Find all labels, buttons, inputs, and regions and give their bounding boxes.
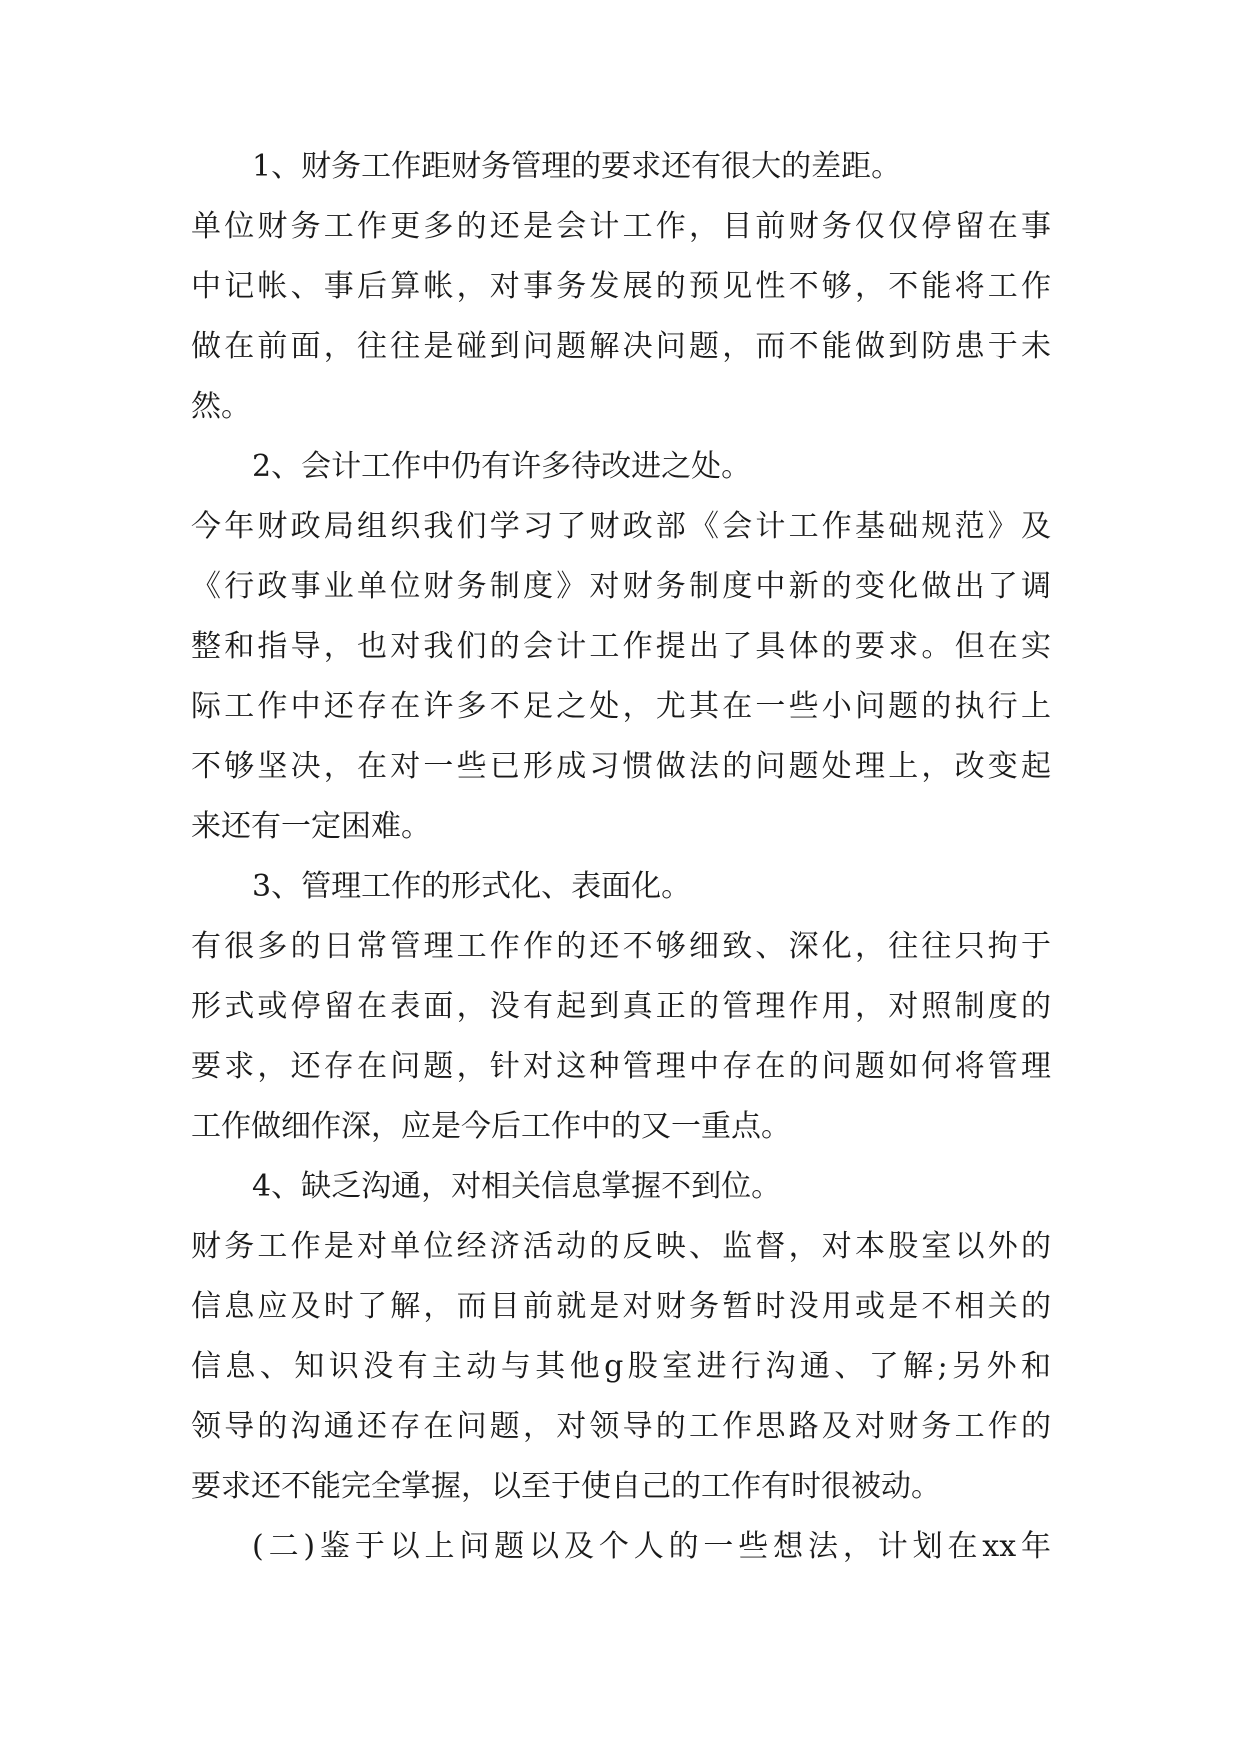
heading-1: 1、财务工作距财务管理的要求还有很大的差距。 <box>252 149 902 184</box>
text-line: 领导的沟通还存在问题，对领导的工作思路及对财务工作的 <box>191 1409 1051 1444</box>
text-line: 工作做细作深，应是今后工作中的又一重点。 <box>191 1109 791 1144</box>
text-line: 然。 <box>191 389 251 424</box>
heading-2: 2、会计工作中仍有许多待改进之处。 <box>252 449 752 484</box>
text-line: 今年财政局组织我们学习了财政部《会计工作基础规范》及 <box>191 509 1051 544</box>
text-line: 际工作中还存在许多不足之处，尤其在一些小问题的执行上 <box>191 689 1051 724</box>
section-heading-2: (二)鉴于以上问题以及个人的一些想法，计划在xx年 <box>252 1529 1051 1564</box>
text-line: 单位财务工作更多的还是会计工作，目前财务仅仅停留在事 <box>191 209 1051 244</box>
text-line: 信息、知识没有主动与其他g股室进行沟通、了解;另外和 <box>191 1349 1051 1384</box>
text-line: 有很多的日常管理工作作的还不够细致、深化，往往只拘于 <box>191 929 1051 964</box>
text-line: 做在前面，往往是碰到问题解决问题，而不能做到防患于未 <box>191 329 1051 364</box>
text-line: 来还有一定困难。 <box>191 809 431 844</box>
text-line: 形式或停留在表面，没有起到真正的管理作用，对照制度的 <box>191 989 1051 1024</box>
heading-3: 3、管理工作的形式化、表面化。 <box>252 869 692 904</box>
text-line: 《行政事业单位财务制度》对财务制度中新的变化做出了调 <box>191 569 1051 604</box>
text-line: 要求还不能完全掌握，以至于使自己的工作有时很被动。 <box>191 1469 941 1504</box>
text-line: 整和指导，也对我们的会计工作提出了具体的要求。但在实 <box>191 629 1051 664</box>
heading-4: 4、缺乏沟通，对相关信息掌握不到位。 <box>252 1169 782 1204</box>
text-line: 信息应及时了解，而目前就是对财务暂时没用或是不相关的 <box>191 1289 1051 1324</box>
text-line: 中记帐、事后算帐，对事务发展的预见性不够，不能将工作 <box>191 269 1051 304</box>
text-line: 不够坚决，在对一些已形成习惯做法的问题处理上，改变起 <box>191 749 1051 784</box>
text-line: 财务工作是对单位经济活动的反映、监督，对本股室以外的 <box>191 1229 1051 1264</box>
text-line: 要求，还存在问题，针对这种管理中存在的问题如何将管理 <box>191 1049 1051 1084</box>
